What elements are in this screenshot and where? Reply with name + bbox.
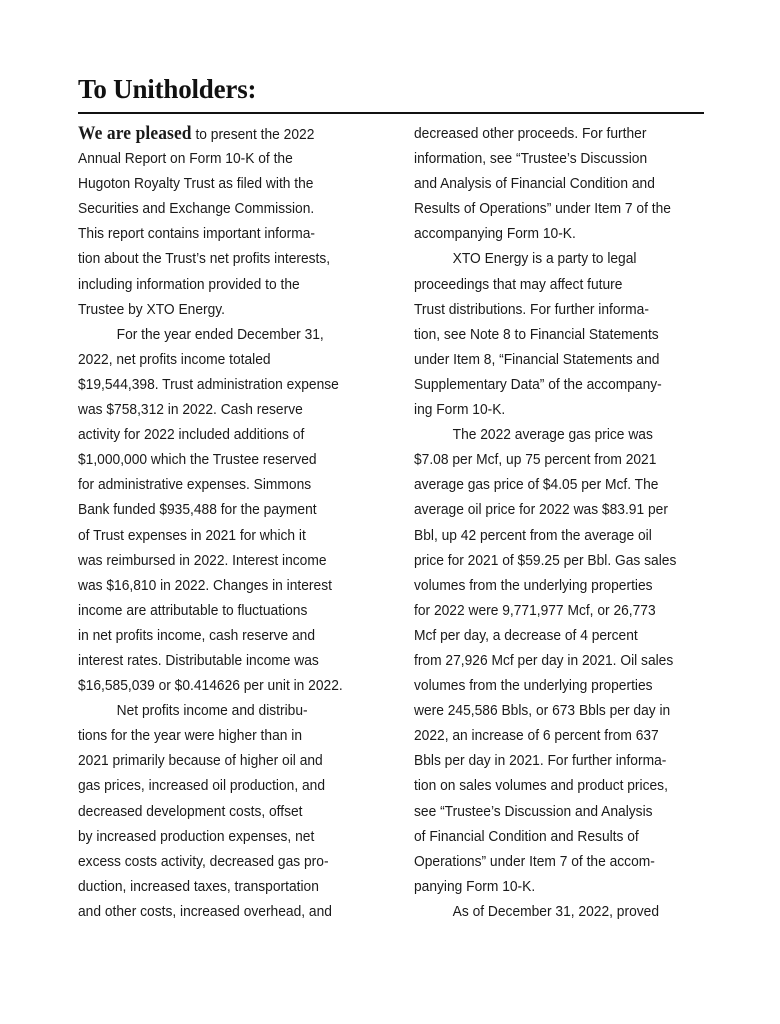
text-line: Results of Operations” under Item 7 of the <box>414 200 671 218</box>
text-line: ing Form 10-K. <box>414 401 506 419</box>
text-line: tions for the year were higher than in <box>78 727 303 745</box>
text-line: tion on sales volumes and product prices, <box>414 777 668 795</box>
text-line: in net profits income, cash reserve and <box>78 626 316 644</box>
text-line: Bbls per day in 2021. For further informa- <box>414 752 667 770</box>
lead-in-phrase: We are pleased <box>78 123 192 144</box>
text-line <box>78 121 363 146</box>
text-line: volumes from the underlying properties <box>414 677 653 695</box>
text-line: including information provided to the <box>78 275 300 293</box>
left-text-column <box>78 121 363 924</box>
text-line: price for 2021 of $59.25 per Bbl. Gas sales <box>414 551 677 569</box>
text-line: was reimbursed in 2022. Interest income <box>78 551 327 569</box>
text-line: see “Trustee’s Discussion and Analysis <box>414 802 653 820</box>
text-line: $19,544,398. Trust administration expense <box>78 375 339 393</box>
text-line: Annual Report on Form 10-K of the <box>78 150 293 168</box>
text-line-fragment: to present the 2022 <box>191 126 315 143</box>
text-line: of Trust expenses in 2021 for which it <box>78 526 306 544</box>
text-line: $7.08 per Mcf, up 75 percent from 2021 <box>414 451 657 469</box>
text-line: income are attributable to fluctuations <box>78 601 308 619</box>
text-line: proceedings that may affect future <box>414 275 623 293</box>
text-line: Hugoton Royalty Trust as filed with the <box>78 175 314 193</box>
text-line: Bank funded $935,488 for the payment <box>78 501 317 519</box>
text-line: from 27,926 Mcf per day in 2021. Oil sales <box>414 651 674 669</box>
text-line: for 2022 were 9,771,977 Mcf, or 26,773 <box>414 601 656 619</box>
right-text-column <box>414 121 705 924</box>
text-line: tion, see Note 8 to Financial Statements <box>414 325 659 343</box>
paragraph-first-line: XTO Energy is a party to legal <box>452 250 637 268</box>
text-line: Supplementary Data” of the accompany- <box>414 375 662 393</box>
text-line: Trust distributions. For further informa- <box>414 300 649 318</box>
text-line: Operations” under Item 7 of the accom- <box>414 852 655 870</box>
text-line: and Analysis of Financial Condition and <box>414 175 655 193</box>
text-line: were 245,586 Bbls, or 673 Bbls per day in <box>414 702 671 720</box>
text-line: and other costs, increased overhead, and <box>78 902 332 920</box>
text-line: interest rates. Distributable income was <box>78 651 319 669</box>
text-line: $1,000,000 which the Trustee reserved <box>78 451 317 469</box>
text-line: by increased production expenses, net <box>78 827 315 845</box>
paragraph-first-line: Net profits income and distribu- <box>116 702 308 720</box>
text-line: for administrative expenses. Simmons <box>78 476 312 494</box>
text-line: 2022, net profits income totaled <box>78 350 271 368</box>
text-line: average gas price of $4.05 per Mcf. The <box>414 476 659 494</box>
text-line: excess costs activity, decreased gas pro- <box>78 852 329 870</box>
page-title: To Unitholders: <box>78 74 257 104</box>
text-line: 2022, an increase of 6 percent from 637 <box>414 727 659 745</box>
text-line: $16,585,039 or $0.414626 per unit in 2022. <box>78 677 343 695</box>
text-line: average oil price for 2022 was $83.91 per <box>414 501 668 519</box>
text-line: information, see “Trustee’s Discussion <box>414 150 648 168</box>
text-line: was $758,312 in 2022. Cash reserve <box>78 401 303 419</box>
title-divider <box>78 112 704 114</box>
text-line: tion about the Trust’s net profits interests, <box>78 250 331 268</box>
text-line: Mcf per day, a decrease of 4 percent <box>414 626 638 644</box>
text-line: accompanying Form 10-K. <box>414 225 576 243</box>
text-line: was $16,810 in 2022. Changes in interest <box>78 576 332 594</box>
text-line: decreased other proceeds. For further <box>414 125 647 142</box>
text-line: This report contains important informa- <box>78 225 316 243</box>
text-line: panying Form 10-K. <box>414 877 536 895</box>
paragraph-first-line: As of December 31, 2022, proved <box>452 902 659 920</box>
text-line: gas prices, increased oil production, and <box>78 777 326 795</box>
text-line: under Item 8, “Financial Statements and <box>414 350 660 368</box>
text-line: Securities and Exchange Commission. <box>78 200 315 218</box>
text-line: 2021 primarily because of higher oil and <box>78 752 323 770</box>
text-line: decreased development costs, offset <box>78 802 303 820</box>
text-line: activity for 2022 included additions of <box>78 426 305 444</box>
paragraph-first-line: The 2022 average gas price was <box>452 426 653 444</box>
paragraph-first-line: For the year ended December 31, <box>116 325 324 343</box>
text-line: Bbl, up 42 percent from the average oil <box>414 526 652 544</box>
text-line: Trustee by XTO Energy. <box>78 300 226 318</box>
text-line: of Financial Condition and Results of <box>414 827 639 845</box>
text-line: duction, increased taxes, transportation <box>78 877 319 895</box>
text-line: volumes from the underlying properties <box>414 576 653 594</box>
